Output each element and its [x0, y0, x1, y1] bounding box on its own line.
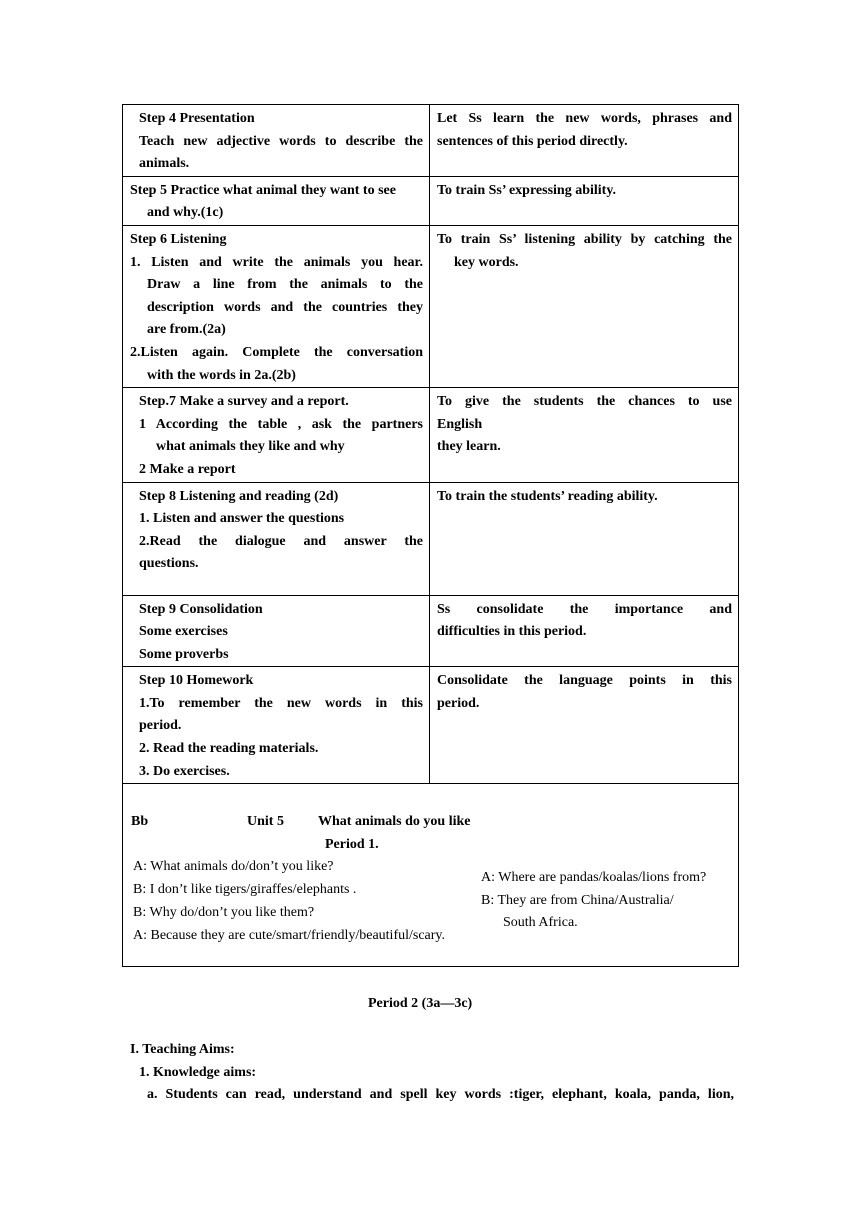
step-title: Step 8 Listening and reading (2d) [139, 488, 339, 504]
dialogue-line: B: I don’t like tigers/giraffes/elephants . [133, 882, 357, 898]
purpose-text: To train Ss’ expressing ability. [437, 182, 617, 198]
step-title: Step 9 Consolidation [139, 601, 263, 617]
step-text: Some proverbs [139, 646, 229, 662]
step-cell [123, 595, 430, 667]
purpose-text: sentences of this period directly. [437, 133, 628, 149]
dialogue-line: A: Where are pandas/koalas/lions from? [481, 870, 707, 886]
step-text: 1. Listen and write the animals you hear. [130, 254, 423, 270]
table-row [123, 482, 739, 595]
period-2-title: Period 2 (3a—3c) [368, 996, 473, 1011]
dialogue-line: A: Because they are cute/smart/friendly/beautiful/scary. [133, 927, 446, 943]
step-text: 2.Read the dialogue and answer the [139, 533, 423, 549]
purpose-text: To give the students the chances to use [437, 394, 732, 410]
step-text: 2. Read the reading materials. [139, 741, 319, 757]
blackboard-dialogue-right [481, 867, 706, 935]
step-text: description words and the countries they [147, 299, 423, 315]
table-row [123, 176, 739, 225]
step-title: Step 5 Practice what animal they want to see [130, 182, 396, 198]
lesson-steps-table [122, 104, 739, 967]
purpose-text: they learn. [437, 439, 501, 455]
step-text: 1 According the table , ask the partners [139, 416, 423, 432]
step-title: Step 10 Homework [139, 673, 254, 689]
blackboard-cell [123, 784, 739, 967]
teaching-aims-heading: I. Teaching Aims: [130, 1042, 235, 1057]
purpose-cell [430, 225, 739, 387]
step-text: and why.(1c) [147, 205, 224, 221]
purpose-cell [430, 176, 739, 225]
table-row [123, 225, 739, 387]
step-cell [123, 482, 430, 595]
purpose-text: Ss consolidate the importance and [437, 601, 732, 617]
dialogue-line: A: What animals do/don’t you like? [133, 859, 334, 875]
step-text: with the words in 2a.(2b) [147, 367, 296, 383]
step-text: Draw a line from the animals to the [147, 277, 423, 293]
blackboard-label: Bb [131, 814, 149, 830]
purpose-text: Let Ss learn the new words, phrases and [437, 111, 732, 126]
step-text: Teach new adjective words to describe the [139, 133, 423, 149]
step-title: Step 6 Listening [130, 231, 227, 247]
blackboard-row [123, 784, 739, 967]
purpose-text: difficulties in this period. [437, 624, 587, 640]
step-text: 3. Do exercises. [139, 763, 230, 779]
table-row [123, 105, 739, 177]
step-text: 2 Make a report [139, 461, 236, 477]
blackboard-question: What animals do you like [318, 814, 471, 830]
step-text: are from.(2a) [147, 322, 226, 338]
blackboard-period: Period 1. [325, 837, 379, 853]
step-text: 1. Listen and answer the questions [139, 511, 345, 527]
step-text: animals. [139, 156, 190, 172]
step-text: what animals they like and why [156, 439, 345, 455]
table-row [123, 388, 739, 482]
knowledge-aim-a: a. Students can read, understand and spell key words :tiger, elephant, koala, panda, lion, [147, 1087, 734, 1102]
purpose-cell [430, 482, 739, 595]
purpose-text: To train Ss’ listening ability by catching the [437, 231, 732, 247]
step-text: 2.Listen again. Complete the conversation [130, 344, 423, 360]
step-title: Step.7 Make a survey and a report. [139, 394, 349, 410]
purpose-text: English [437, 416, 483, 432]
table-row [123, 667, 739, 784]
dialogue-line: South Africa. [503, 915, 578, 931]
table-row [123, 595, 739, 667]
step-text: questions. [139, 556, 199, 572]
step-title: Step 4 Presentation [139, 111, 255, 126]
step-cell [123, 105, 430, 177]
dialogue-line: B: Why do/don’t you like them? [133, 904, 315, 920]
purpose-cell [430, 667, 739, 784]
purpose-cell [430, 595, 739, 667]
blackboard-dialogue-left [133, 856, 445, 947]
purpose-text: To train the students’ reading ability. [437, 488, 658, 504]
step-cell [123, 388, 430, 482]
knowledge-aims-heading: 1. Knowledge aims: [139, 1065, 257, 1080]
purpose-text: key words. [454, 254, 519, 270]
blackboard-design [123, 784, 738, 966]
purpose-text: period. [437, 695, 480, 711]
purpose-text: Consolidate the language points in this [437, 673, 732, 689]
step-cell [123, 667, 430, 784]
step-text: Some exercises [139, 624, 228, 640]
dialogue-line: B: They are from China/Australia/ [481, 892, 674, 908]
purpose-cell [430, 388, 739, 482]
step-text: period. [139, 718, 182, 734]
blackboard-unit: Unit 5 [247, 814, 284, 830]
step-cell [123, 225, 430, 387]
step-cell [123, 176, 430, 225]
purpose-cell [430, 105, 739, 177]
step-text: 1.To remember the new words in this [139, 695, 423, 711]
